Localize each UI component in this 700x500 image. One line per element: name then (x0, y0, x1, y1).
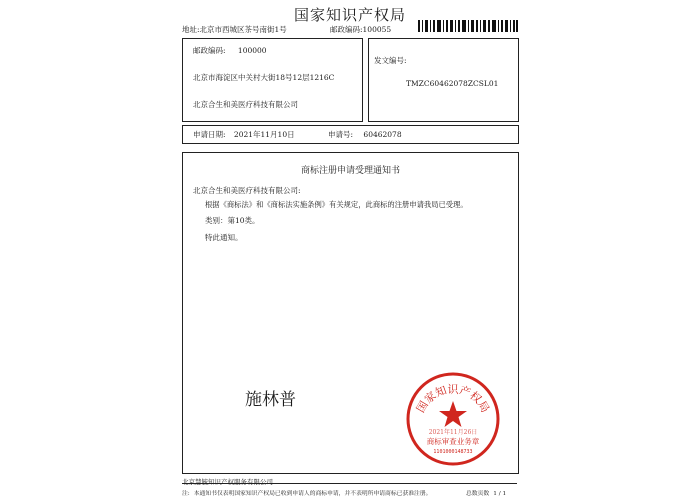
recipient-postcode-value: 100000 (237, 46, 267, 55)
notice-body-line1: 根据《商标法》和《商标法实施条例》有关规定，此商标的注册申请我局已受理。 (205, 200, 468, 209)
recipient-postcode (193, 45, 267, 56)
page-title: 国家知识产权局 (293, 6, 406, 24)
seal-outer-text: 国家知识产权局 (414, 383, 492, 415)
application-number-value: 60462078 (363, 130, 402, 139)
office-postcode-label: 邮政编码: (330, 25, 363, 34)
document-number-value: TMZC60462078ZCSL01 (406, 79, 499, 88)
application-date-label: 申请日期: (193, 130, 226, 139)
seal-serial: 1101000148733 (433, 449, 473, 455)
footer-page-label: 总数页数 (466, 491, 490, 497)
application-number (328, 129, 402, 140)
office-address-label: 地址: (182, 25, 200, 34)
notice-addressee: 北京合生和美医疗科技有限公司: (193, 186, 301, 195)
recipient-postcode-label: 邮政编码: (193, 46, 226, 55)
application-info-box (182, 125, 519, 144)
footer-page (466, 488, 506, 497)
office-address-value: 北京市西城区茶号南街1号 (199, 25, 287, 34)
document-number-box (368, 38, 519, 122)
notice-box (182, 152, 519, 474)
footer-note-text: 本通知书仅表明国家知识产权局已收到申请人的商标申请，并不表明所申请商标已获准注册。 (193, 491, 432, 497)
footer-note (182, 488, 431, 497)
office-postcode (330, 24, 391, 35)
seal-star-icon (439, 401, 467, 427)
application-date-value: 2021年11月10日 (233, 130, 295, 139)
seal-inner-text: 商标审查业务章 (426, 437, 480, 446)
office-address (182, 24, 287, 35)
footer-divider (182, 483, 517, 484)
notice-body-line3: 特此通知。 (205, 233, 243, 242)
footer-note-label: 注: (182, 491, 190, 497)
footer-sender: 北京慧毓知识产权服务有限公司 (182, 478, 273, 486)
signature: 施林普 (245, 390, 296, 410)
document-number-label: 发文编号: (374, 56, 407, 65)
recipient-box (182, 38, 363, 122)
barcode (418, 17, 518, 29)
office-postcode-value: 100055 (362, 25, 392, 34)
barcode-graphic (418, 20, 518, 32)
application-number-label: 申请号: (328, 130, 354, 139)
notice-heading: 商标注册申请受理通知书 (300, 166, 400, 176)
application-date (193, 129, 295, 140)
footer-page-value: 1 / 1 (493, 491, 507, 497)
official-seal-icon (405, 371, 501, 467)
recipient-company: 北京合生和美医疗科技有限公司 (193, 100, 298, 109)
seal-date: 2021年11月26日 (428, 429, 478, 436)
recipient-address: 北京市海淀区中关村大街18号12层1216C (193, 73, 335, 82)
notice-body-line2: 类别：第10类。 (205, 216, 260, 225)
